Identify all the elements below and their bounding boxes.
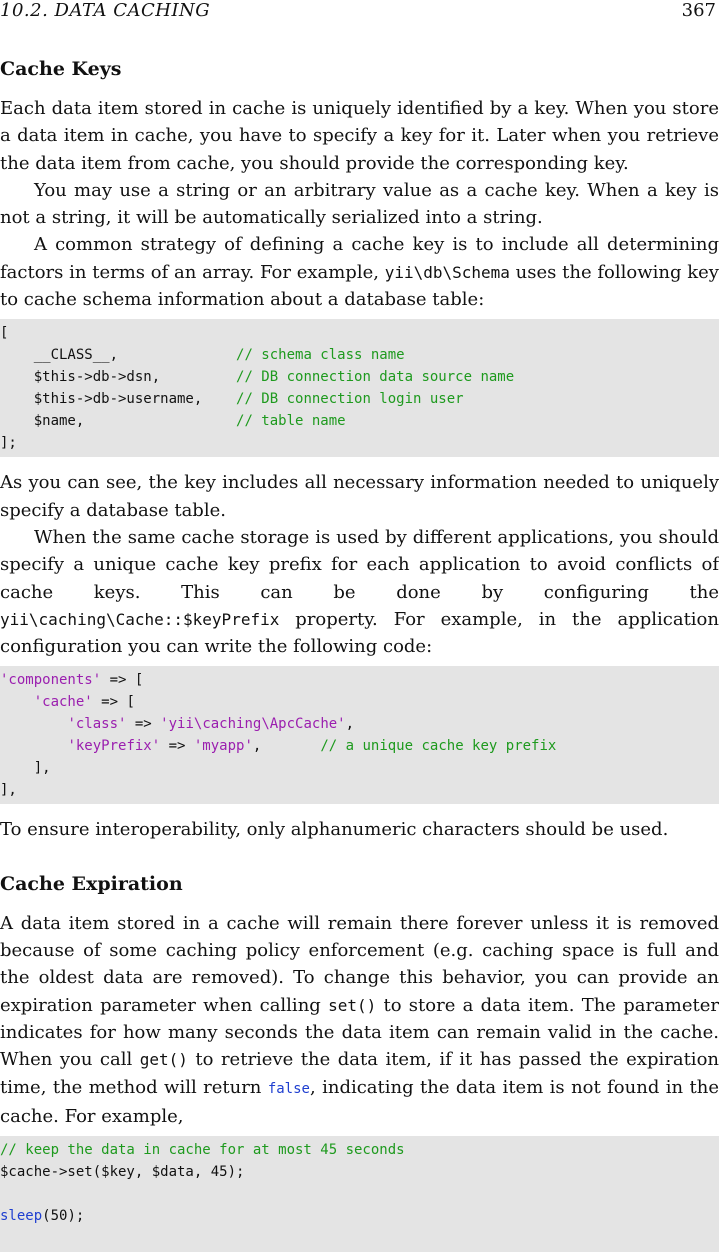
paragraph-text: A common strategy of defining a cache key is to include all determining factors in terms of an array. For example, <box>0 234 719 283</box>
paragraph-text: to retrieve the data item, if it has passed the expiration time, the method will return <box>0 1049 719 1098</box>
paragraph-text: to store a data item. The parameter indicates for how many seconds the data item can remain valid in the cache. When you call <box>0 994 719 1071</box>
code-text: , <box>252 738 321 755</box>
code-line <box>0 344 719 366</box>
running-header <box>0 0 719 24</box>
code-block-expiration <box>0 1136 719 1252</box>
code-indent <box>0 694 34 710</box>
code-text: => <box>126 716 161 733</box>
code-string: 'class' <box>67 716 127 733</box>
code-line <box>0 1139 719 1161</box>
code-line <box>0 366 719 388</box>
page-number: 367 <box>681 0 716 21</box>
code-text: $name, <box>0 413 237 430</box>
code-line <box>0 410 719 432</box>
cache-keys-paragraph-1: Each data item stored in cache is uniquely identified by a key. When you store a data item in cache, you have to specify a key for it. Later when you retrieve the data item from cache, you should provide the corresponding key. <box>0 98 719 174</box>
code-line: ]; <box>0 435 17 452</box>
code-string: 'cache' <box>33 694 93 711</box>
cache-keys-paragraph-3 <box>0 231 719 313</box>
code-line: ], <box>0 782 17 799</box>
inline-code-set: set() <box>328 995 377 1015</box>
code-line <box>0 669 719 691</box>
code-string: 'components' <box>0 672 102 689</box>
code-text: (50); <box>42 1208 85 1225</box>
code-indent <box>0 738 67 754</box>
cache-keys-paragraph-2: You may use a string or an arbitrary value as a cache key. When a key is not a string, it will be automatically serialized into a string. <box>0 179 719 229</box>
code-line <box>0 1205 719 1227</box>
code-comment: // keep the data in cache for at most 45 seconds <box>0 1142 405 1159</box>
code-line <box>0 388 719 410</box>
code-block-cache-key <box>0 319 719 457</box>
cache-keys-paragraph-6: To ensure interoperability, only alphanumeric characters should be used. <box>0 819 669 841</box>
paragraph-text: property. For example, in the application configuration you can write the following code: <box>0 608 719 658</box>
inline-code-false: false <box>267 1080 310 1097</box>
code-string: 'myapp' <box>193 738 253 755</box>
cache-keys-heading: Cache Keys <box>0 58 122 80</box>
code-text: $this->db->dsn, <box>0 369 237 386</box>
inline-code-get: get() <box>139 1050 188 1070</box>
code-string: 'yii\caching\ApcCache' <box>160 716 346 733</box>
code-comment: // table name <box>236 413 346 430</box>
inline-code-schema: yii\db\Schema <box>384 262 510 282</box>
cache-expiration-heading: Cache Expiration <box>0 872 183 895</box>
paragraph-text: A data item stored in a cache will remain there forever unless it is removed because of some caching policy enforcement (e.g. caching space is full and the oldest data are removed). To change this behavior, you can provide an expiration parameter when calling <box>0 912 719 1016</box>
page-body <box>0 55 719 1252</box>
code-line <box>0 1183 719 1205</box>
code-line <box>0 1227 719 1249</box>
code-comment: // DB connection data source name <box>236 369 515 386</box>
paragraph-text: , indicating the data item is not found in the cache. For example, <box>0 1076 719 1127</box>
cache-expiration-paragraph-1 <box>0 910 719 1130</box>
code-text: $this->db->username, <box>0 391 237 408</box>
code-comment: // a unique cache key prefix <box>320 738 557 755</box>
code-text: __CLASS__, <box>0 347 237 364</box>
code-line: ], <box>0 760 51 777</box>
paragraph-text: uses the following key to cache schema information about a database table: <box>0 261 719 311</box>
code-line <box>0 735 719 757</box>
inline-code-keyprefix: yii\caching\Cache::$keyPrefix <box>0 609 280 629</box>
paragraph-text: When the same cache storage is used by different applications, you should specify a unique cache key prefix for each application to avoid conflicts of cache keys. This can be done by configuring the <box>0 526 719 603</box>
code-block-config <box>0 666 719 804</box>
cache-keys-paragraph-4: As you can see, the key includes all necessary information needed to uniquely specify a database table. <box>0 472 719 521</box>
code-text: => <box>160 738 194 755</box>
code-line: [ <box>0 325 9 342</box>
code-comment: // DB connection login user <box>236 391 464 408</box>
code-string: 'keyPrefix' <box>67 738 161 755</box>
code-line <box>0 691 719 713</box>
code-line: $cache->set($key, $data, 45); <box>0 1164 245 1181</box>
code-text: , <box>345 716 355 733</box>
code-indent <box>0 716 67 732</box>
code-keyword: sleep <box>0 1208 43 1225</box>
section-heading: 10.2. DATA CACHING <box>0 0 211 21</box>
code-text: => [ <box>92 694 135 711</box>
code-text: => [ <box>101 672 144 689</box>
code-comment: // schema class name <box>236 347 405 364</box>
cache-keys-paragraph-5 <box>0 524 719 660</box>
code-line <box>0 713 719 735</box>
